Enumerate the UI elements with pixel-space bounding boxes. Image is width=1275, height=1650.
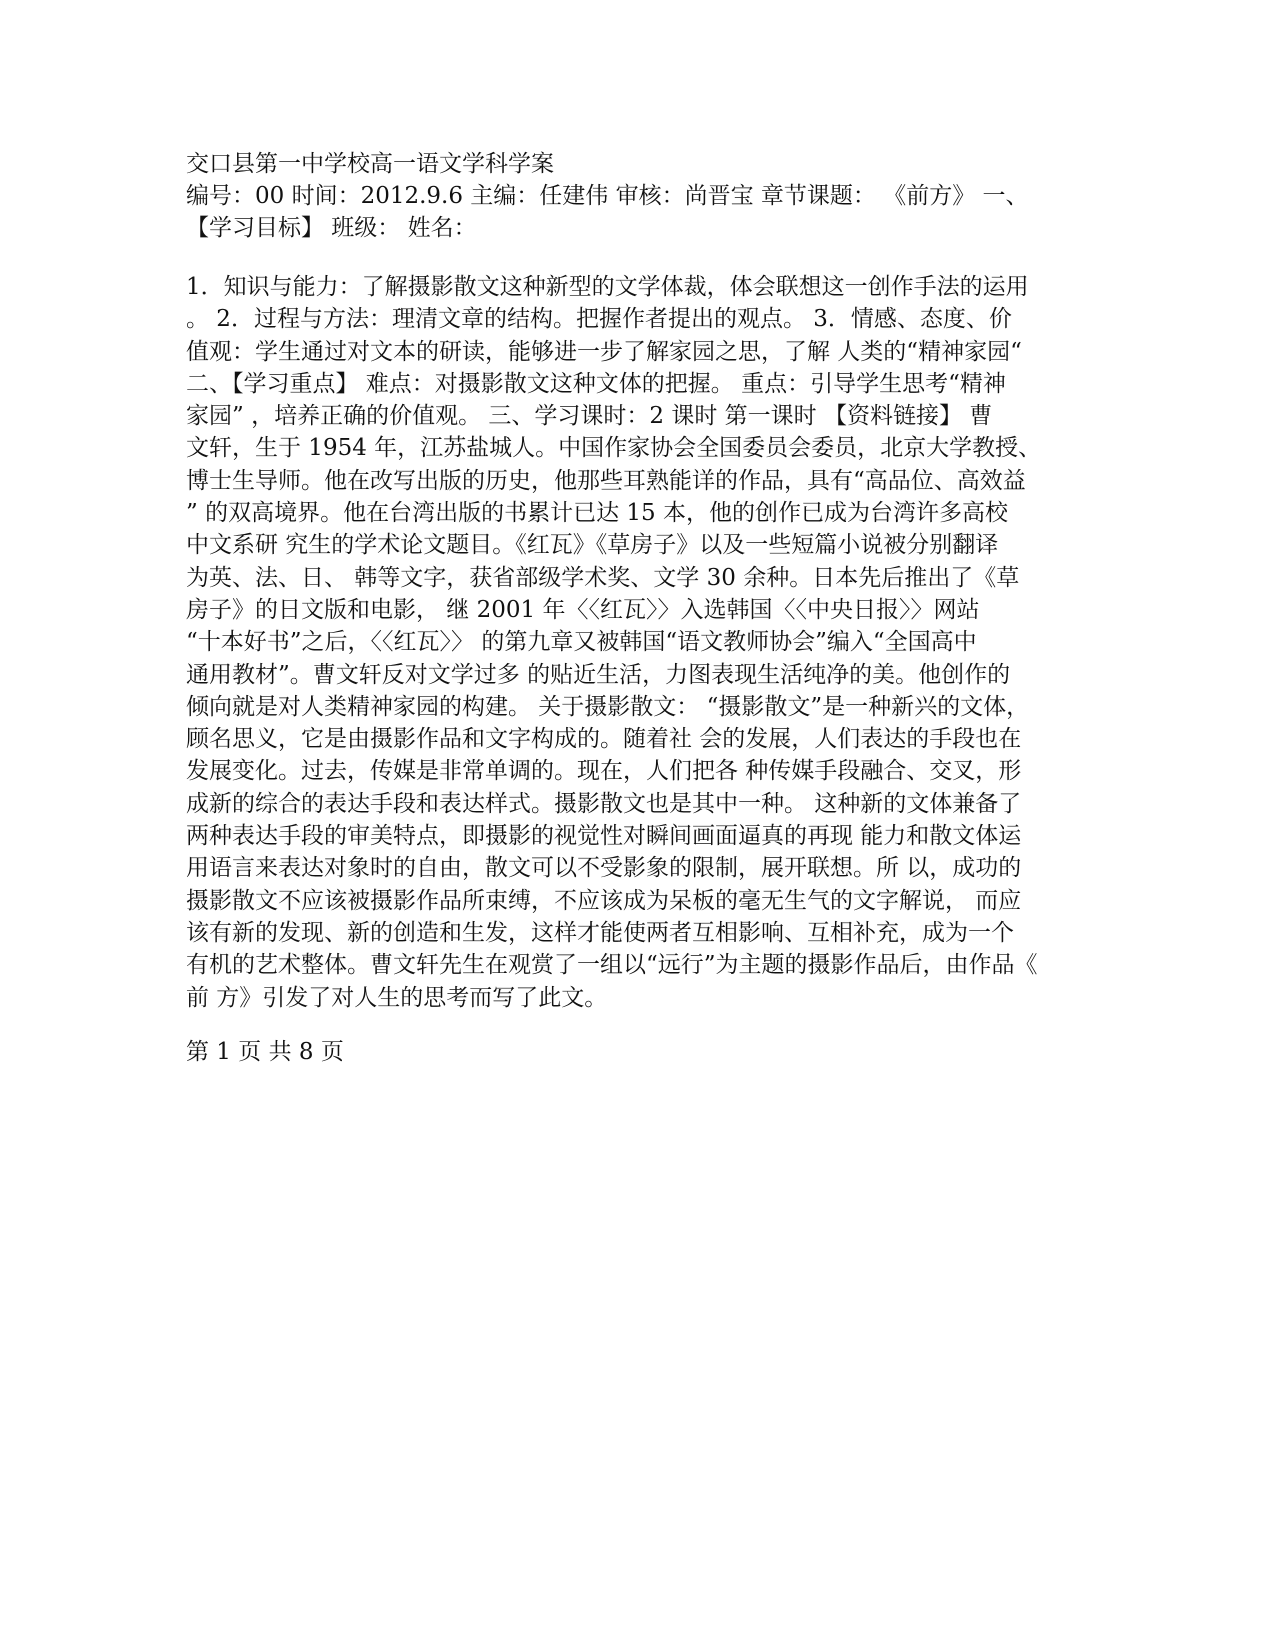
body-text-line: 倾向就是对人类精神家园的构建。 关于摄影散文： “摄影散文”是一种新兴的文体， bbox=[186, 693, 1030, 720]
page-footer: 第 1 页 共 8 页 bbox=[186, 1039, 344, 1065]
body-text-line: 家园” ，培养正确的价值观。 三、学习课时：2 课时 第一课时 【资料链接】 曹 bbox=[186, 403, 993, 430]
body-text-line: 前 方》引发了对人生的思考而写了此文。 bbox=[186, 984, 608, 1011]
body-text-line: 有机的艺术整体。曹文轩先生在观赏了一组以“远行”为主题的摄影作品后，由作品《 bbox=[186, 952, 1038, 979]
body-text-line: 房子》的日文版和电影， 继 2001 年〈〈红瓦〉〉入选韩国〈〈中央日报〉〉网站 bbox=[186, 596, 980, 623]
body-text-line: 发展变化。过去，传媒是非常单调的。现在，人们把各 种传媒手段融合、交叉，形 bbox=[186, 758, 1022, 785]
body-text-line: 为英、法、日、 韩等文字，获省部级学术奖、文学 30 余种。日本先后推出了《草 bbox=[186, 564, 1020, 591]
body-text-line: 用语言来表达对象时的自由，散文可以不受影象的限制，展开联想。所 以，成功的 bbox=[186, 855, 1022, 882]
body-text-line: 该有新的发现、新的创造和生发，这样才能使两者互相影响、互相补充，成为一个 bbox=[186, 919, 1014, 946]
body-text-line: ” 的双高境界。他在台湾出版的书累计已达 15 本，他的创作已成为台湾许多高校 bbox=[186, 500, 1008, 527]
body-text-line: 顾名思义，它是由摄影作品和文字构成的。随着社 会的发展，人们表达的手段也在 bbox=[186, 726, 1022, 753]
meta-line-2: 【学习目标】 班级： 姓名： bbox=[186, 215, 477, 241]
body-text-line: 摄影散文不应该被摄影作品所束缚，不应该成为呆板的毫无生气的文字解说， 而应 bbox=[186, 887, 1022, 914]
body-text-line: 。 2．过程与方法：理清文章的结构。把握作者提出的观点。 3．情感、态度、价 bbox=[186, 306, 1012, 333]
body-text-line: 成新的综合的表达手段和表达样式。摄影散文也是其中一种。 这种新的文体兼备了 bbox=[186, 790, 1022, 817]
body-text-line: 文轩，生于 1954 年，江苏盐城人。中国作家协会全国委员会委员，北京大学教授、 bbox=[186, 435, 1042, 462]
body-text-line: 中文系研 究生的学术论文题目。《红瓦》《草房子》以及一些短篇小说被分别翻译 bbox=[186, 532, 999, 559]
document-title: 交口县第一中学校高一语文学科学案 bbox=[186, 151, 554, 177]
meta-line-1: 编号：00 时间：2012.9.6 主编：任建伟 审核：尚晋宝 章节课题： 《前方》 一、 bbox=[186, 183, 1029, 209]
body-text-line: 二、【学习重点】 难点：对摄影散文这种文体的把握。 重点：引导学生思考“精神 bbox=[186, 370, 1006, 397]
body-text-line: 两种表达手段的审美特点，即摄影的视觉性对瞬间画面逼真的再现 能力和散文体运 bbox=[186, 823, 1022, 850]
body-text-line: 值观：学生通过对文本的研读，能够进一步了解家园之思，了解 人类的“精神家园“ bbox=[186, 338, 1022, 365]
body-text-line: 1．知识与能力：了解摄影散文这种新型的文学体裁，体会联想这一创作手法的运用 bbox=[186, 274, 1029, 300]
document-header bbox=[186, 148, 1086, 244]
body-text-line: 博士生导师。他在改写出版的历史，他那些耳熟能详的作品，具有“高品位、高效益 bbox=[186, 467, 1026, 494]
body-text-line: “十本好书”之后，〈〈红瓦〉〉 的第九章又被韩国“语文教师协会”编入“全国高中 bbox=[186, 629, 977, 656]
body-text-line: 通用教材”。曹文轩反对文学过多 的贴近生活，力图表现生活纯净的美。他创作的 bbox=[186, 661, 1011, 688]
document-body bbox=[186, 271, 1086, 1014]
